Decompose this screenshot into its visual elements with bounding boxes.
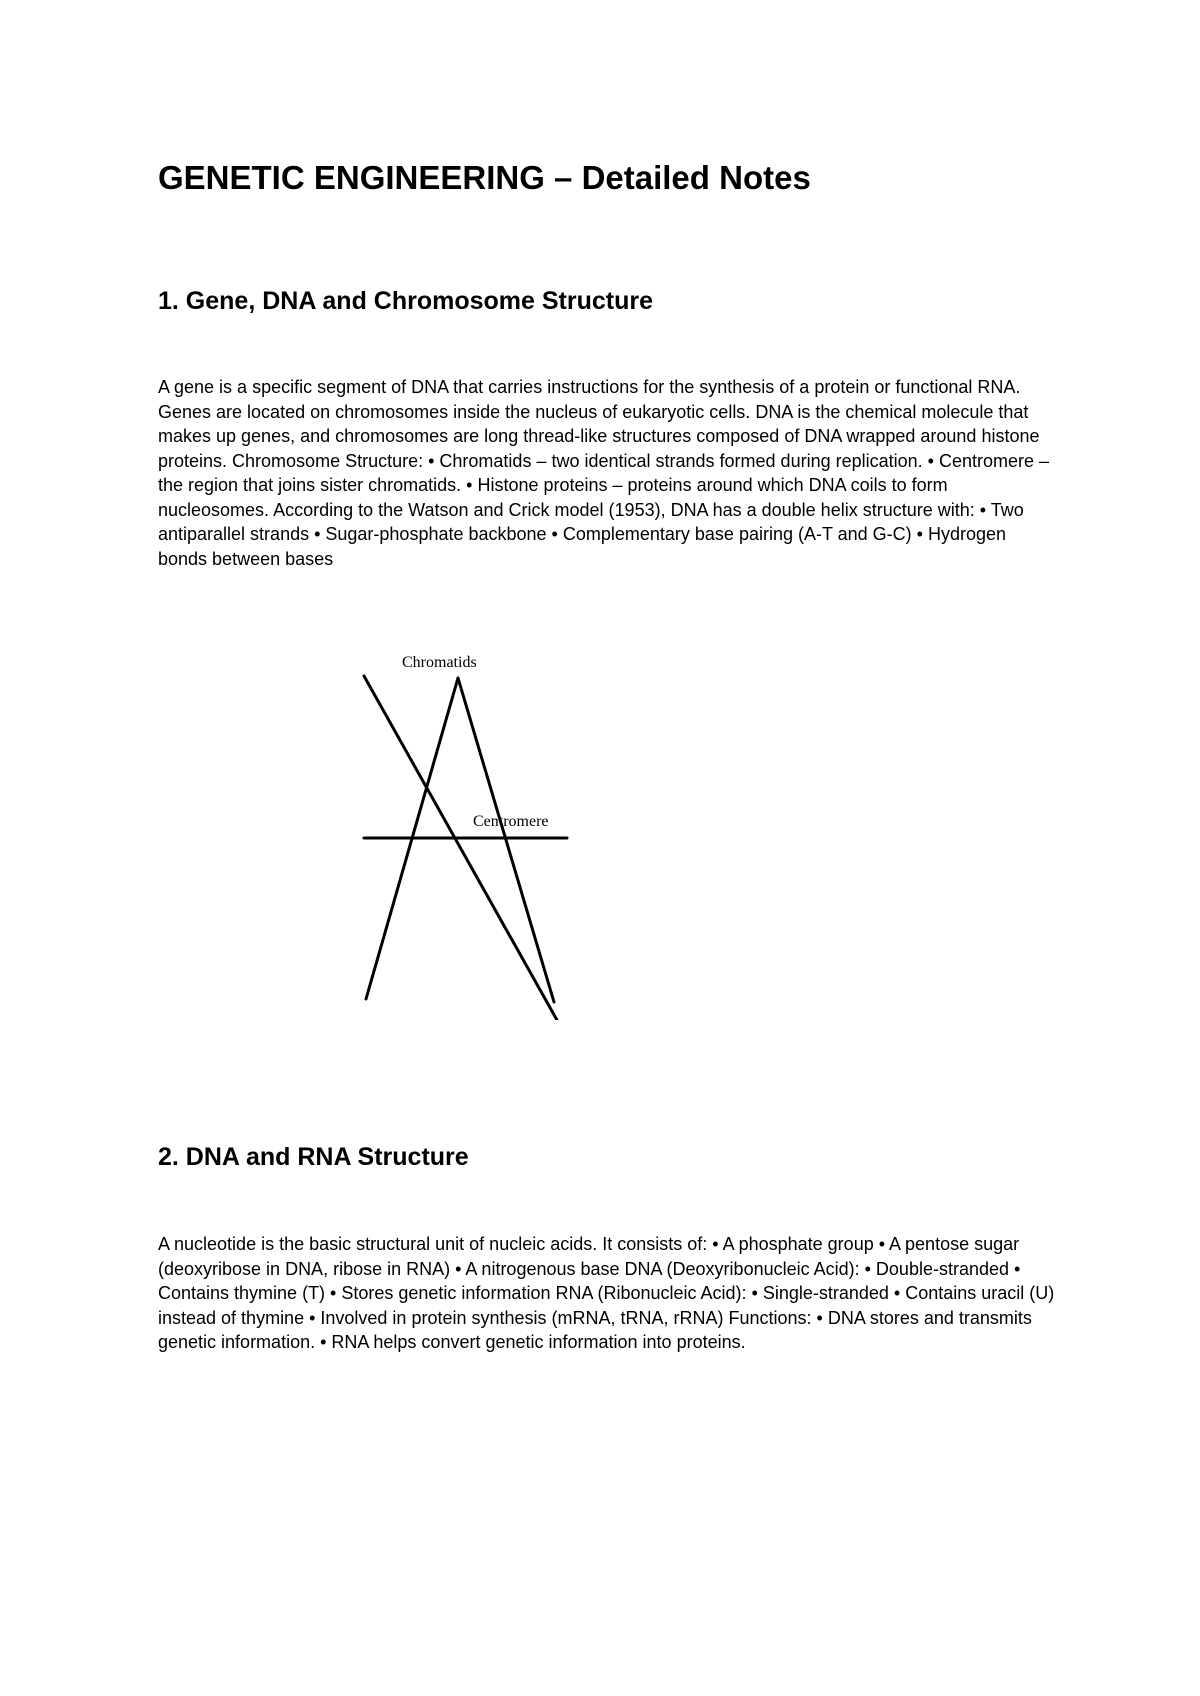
chromatid-line-1 [364, 676, 562, 1020]
document-title: GENETIC ENGINEERING – Detailed Notes [158, 159, 811, 196]
chromatid-line-3 [458, 678, 554, 1002]
chromosome-diagram [330, 640, 590, 1020]
section-2-paragraph: A nucleotide is the basic structural unit of nucleic acids. It consists of: • A phosphate group • A pentose sugar (deoxyribose in DNA, ribose in RNA) • A nitrogenous base DNA (Deoxyribonucleic Acid): • Double-stranded • Contains thymine (T) • Stores genetic information RNA (Ribonucleic Acid): • Single-stranded • Contains uracil (U) instead of thymine • Involved in protein synthesis (mRNA, tRNA, rRNA) Functions: • DNA stores and transmits genetic information. • RNA helps convert genetic information into proteins. [158, 1234, 1055, 1352]
section-1-heading: 1. Gene, DNA and Chromosome Structure [158, 287, 653, 315]
centromere-label: Centromere [473, 813, 549, 830]
section-2-heading: 2. DNA and RNA Structure [158, 1143, 469, 1171]
chromatids-label: Chromatids [402, 654, 477, 671]
section-1-paragraph: A gene is a specific segment of DNA that carries instructions for the synthesis of a protein or functional RNA. Genes are located on chromosomes inside the nucleus of eukaryotic cells. DNA is the chemical molecule that makes up genes, and chromosomes are long thread-like structures composed of DNA wrapped around histone proteins. Chromosome Structure: • Chromatids – two identical strands formed during replication. • Centromere – the region that joins sister chromatids. • Histone proteins – proteins around which DNA coils to form nucleosomes. According to the Watson and Crick model (1953), DNA has a double helix structure with: • Two antiparallel strands • Sugar-phosphate backbone • Complementary base pairing (A-T and G-C) • Hydrogen bonds between bases [158, 377, 1049, 569]
